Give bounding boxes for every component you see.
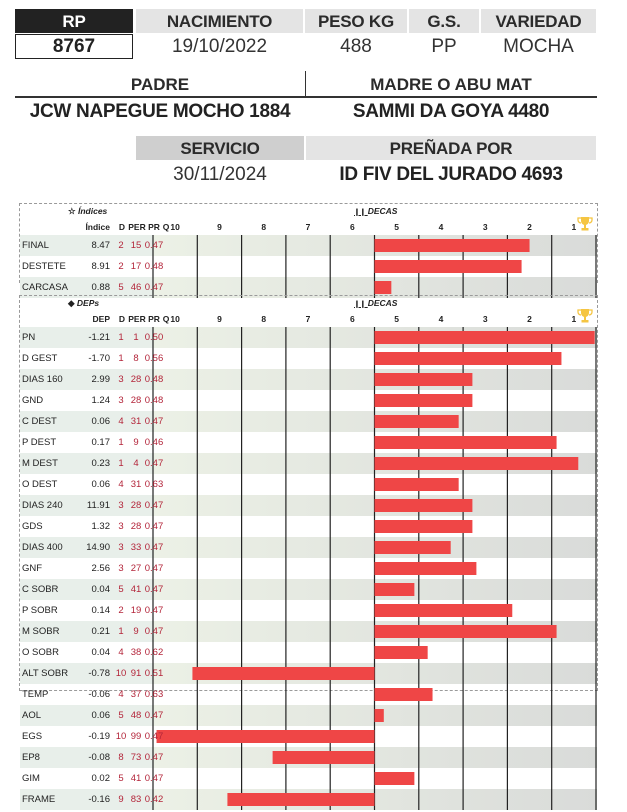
- rp-label: RP: [15, 9, 133, 33]
- servicio-value: 30/11/2024: [173, 164, 267, 185]
- deca-bar: [375, 625, 557, 638]
- table-row: [20, 663, 164, 684]
- decas-tick-label: 6: [349, 314, 355, 324]
- deca-bar: [375, 541, 451, 554]
- row-name: D GEST: [22, 353, 58, 364]
- row-per: 9: [133, 437, 139, 448]
- row-per: 28: [130, 395, 142, 406]
- row-value: 14.90: [86, 542, 110, 553]
- decas-tick-label: 2: [527, 314, 532, 324]
- deca-bar: [273, 751, 375, 764]
- row-d: 5: [118, 773, 124, 784]
- row-d: 3: [118, 374, 124, 385]
- row-name: EP8: [22, 752, 40, 763]
- deca-bar: [375, 772, 415, 785]
- madre-label: MADRE O ABU MAT: [370, 75, 532, 94]
- deca-bar: [375, 499, 473, 512]
- table-row: [20, 789, 164, 810]
- decas-tick-label: 3: [482, 222, 488, 232]
- row-name: AOL: [22, 710, 42, 721]
- row-pr: 0.47: [144, 584, 164, 595]
- row-name: EGS: [22, 731, 43, 742]
- row-value: -0.78: [88, 668, 110, 679]
- row-d: 3: [118, 563, 124, 574]
- peso-value: 488: [340, 36, 372, 57]
- table-row: [20, 516, 164, 537]
- row-value: -0.08: [88, 752, 110, 763]
- row-value: -1.70: [88, 353, 110, 364]
- nacimiento-label: NACIMIENTO: [136, 9, 303, 33]
- table-row: [20, 558, 164, 579]
- row-per: 91: [130, 668, 142, 679]
- deca-bar: [375, 520, 473, 533]
- row-per: 33: [130, 542, 142, 553]
- row-pr: 0.47: [144, 500, 164, 511]
- column-header: D: [118, 314, 126, 324]
- row-name: FINAL: [22, 240, 49, 251]
- servicio-label: SERVICIO: [136, 136, 304, 160]
- row-d: 1: [118, 332, 124, 343]
- row-per: 31: [130, 479, 142, 490]
- row-value: -0.06: [88, 689, 110, 700]
- deca-bar: [375, 604, 513, 617]
- column-header: Q: [162, 222, 170, 232]
- row-name: GND: [22, 395, 44, 406]
- row-per: 28: [130, 374, 142, 385]
- decas-tick-label: 8: [261, 314, 267, 324]
- deca-bar: [375, 331, 595, 344]
- nacimiento-value: 19/10/2022: [171, 36, 268, 57]
- deca-bar: [375, 260, 522, 273]
- deca-bar: [375, 562, 477, 575]
- row-value: 0.06: [91, 416, 110, 427]
- parents-underline: [15, 96, 597, 98]
- row-pr: 0.47: [144, 626, 164, 637]
- row-value: 0.88: [91, 282, 110, 293]
- table-row: [20, 537, 164, 558]
- row-value: 0.06: [91, 479, 110, 490]
- star-icon: ☆: [68, 206, 78, 216]
- row-name: DIAS 240: [22, 500, 63, 511]
- row-name: TEMP: [22, 689, 49, 700]
- row-value: -0.16: [88, 794, 110, 805]
- row-per: 73: [130, 752, 142, 763]
- decas-tick-label: 10: [170, 222, 180, 232]
- column-header: PR: [148, 222, 160, 232]
- row-name: P DEST: [22, 437, 57, 448]
- decas-tick-label: 10: [170, 314, 180, 324]
- table-row: [20, 726, 164, 747]
- deps-panel: [19, 295, 598, 805]
- row-pr: 0.47: [144, 542, 164, 553]
- row-pr: 0.47: [144, 416, 164, 427]
- row-name: M SOBR: [22, 626, 60, 637]
- row-d: 10: [115, 731, 127, 742]
- bar-chart-icon: ❙❙: [354, 209, 368, 216]
- row-name: C SOBR: [22, 584, 59, 595]
- table-row: [20, 390, 164, 411]
- decas-tick-label: 5: [394, 314, 400, 324]
- row-per: 99: [130, 731, 142, 742]
- row-pr: 0.56: [144, 353, 164, 364]
- table-row: [20, 235, 164, 256]
- row-d: 5: [118, 710, 124, 721]
- row-value: 0.14: [91, 605, 110, 616]
- row-pr: 0.47: [144, 605, 164, 616]
- row-pr: 0.42: [144, 794, 164, 805]
- decas-tick-label: 1: [571, 314, 577, 324]
- deca-bar: [375, 478, 459, 491]
- row-value: 0.21: [91, 626, 110, 637]
- decas-tick-label: 9: [217, 222, 222, 232]
- deca-bar: [375, 457, 579, 470]
- row-pr: 0.63: [144, 479, 164, 490]
- row-d: 1: [118, 353, 124, 364]
- bar-chart-icon: ❙❙: [354, 301, 368, 308]
- column-header: DEP: [92, 314, 110, 324]
- row-value: 0.04: [91, 584, 110, 595]
- row-d: 3: [118, 395, 124, 406]
- row-value: 11.91: [86, 500, 110, 511]
- table-row: [20, 768, 164, 789]
- row-pr: 0.46: [144, 437, 164, 448]
- row-per: 4: [133, 458, 139, 469]
- table-row: [20, 747, 164, 768]
- decas-tick-label: 3: [482, 314, 488, 324]
- row-per: 46: [130, 282, 142, 293]
- table-row: [20, 369, 164, 390]
- row-value: 0.04: [91, 647, 110, 658]
- column-header: PR: [148, 314, 160, 324]
- deca-bar: [375, 436, 557, 449]
- row-per: 9: [133, 626, 139, 637]
- row-per: 38: [130, 647, 142, 658]
- gs-label: G.S.: [409, 9, 479, 33]
- row-name: PN: [22, 332, 36, 343]
- row-per: 28: [130, 521, 142, 532]
- table-row: [20, 432, 164, 453]
- row-d: 1: [118, 437, 124, 448]
- row-value: 0.06: [91, 710, 110, 721]
- variedad-label: VARIEDAD: [481, 9, 596, 33]
- row-pr: 0.47: [144, 282, 164, 293]
- table-row: [20, 642, 164, 663]
- row-d: 1: [118, 458, 124, 469]
- madre-value: SAMMI DA GOYA 4480: [352, 101, 550, 122]
- row-per: 15: [130, 240, 142, 251]
- row-per: 17: [130, 261, 142, 272]
- row-per: 41: [130, 773, 142, 784]
- prenada-label: PREÑADA POR: [306, 136, 596, 160]
- row-name: FRAME: [22, 794, 56, 805]
- row-pr: 0.47: [144, 563, 164, 574]
- row-pr: 0.47: [144, 752, 164, 763]
- decas-tick-label: 9: [217, 314, 222, 324]
- row-name: GDS: [22, 521, 43, 532]
- row-d: 3: [118, 521, 124, 532]
- row-name: P SOBR: [22, 605, 58, 616]
- row-value: -0.19: [88, 731, 110, 742]
- row-per: 1: [133, 332, 139, 343]
- row-name: M DEST: [22, 458, 58, 469]
- row-d: 4: [118, 479, 124, 490]
- deca-bar: [375, 373, 473, 386]
- table-row: [20, 705, 164, 726]
- row-pr: 0.48: [144, 374, 164, 385]
- row-value: 0.23: [91, 458, 110, 469]
- row-value: 2.99: [91, 374, 110, 385]
- row-per: 27: [130, 563, 142, 574]
- row-per: 48: [130, 710, 142, 721]
- row-name: ALT SOBR: [22, 668, 69, 679]
- deca-bar: [375, 583, 415, 596]
- row-name: DESTETE: [22, 261, 66, 272]
- table-row: [20, 579, 164, 600]
- decas-tick-label: 1: [571, 222, 577, 232]
- row-pr: 0.63: [144, 689, 164, 700]
- table-row: [20, 621, 164, 642]
- padre-label: PADRE: [130, 75, 190, 94]
- row-pr: 0.50: [144, 332, 164, 343]
- row-per: 19: [130, 605, 142, 616]
- row-value: 1.32: [91, 521, 110, 532]
- table-row: [20, 411, 164, 432]
- row-d: 2: [118, 261, 124, 272]
- variedad-value: MOCHA: [503, 36, 574, 57]
- row-d: 10: [115, 668, 127, 679]
- column-header: PER: [128, 314, 146, 324]
- row-value: 8.91: [91, 261, 110, 272]
- row-per: 83: [130, 794, 142, 805]
- deca-bar: [375, 239, 530, 252]
- decas-tick-label: 5: [394, 222, 400, 232]
- row-value: 2.56: [91, 563, 110, 574]
- row-d: 2: [118, 605, 124, 616]
- row-d: 3: [118, 500, 124, 511]
- deca-bar: [375, 688, 433, 701]
- deca-bar: [375, 415, 459, 428]
- row-name: DIAS 400: [22, 542, 63, 553]
- row-per: 28: [130, 500, 142, 511]
- row-value: -1.21: [88, 332, 110, 343]
- row-pr: 0.47: [144, 521, 164, 532]
- indices-panel: [19, 203, 598, 293]
- row-pr: 0.47: [144, 710, 164, 721]
- row-d: 9: [118, 794, 124, 805]
- decas-tick-label: 7: [305, 222, 311, 232]
- tag-icon: ◆: [68, 298, 77, 308]
- decas-tick-label: 6: [349, 222, 355, 232]
- row-d: 2: [118, 240, 124, 251]
- row-value: 0.02: [91, 773, 110, 784]
- table-row: [20, 600, 164, 621]
- row-name: GNF: [22, 563, 43, 574]
- row-pr: 0.47: [144, 458, 164, 469]
- deca-bar: [375, 709, 384, 722]
- row-per: 41: [130, 584, 142, 595]
- table-row: [20, 327, 164, 348]
- row-pr: 0.48: [144, 261, 164, 272]
- row-pr: 0.48: [144, 395, 164, 406]
- column-header: D: [118, 222, 126, 232]
- row-name: O DEST: [22, 479, 58, 490]
- row-pr: 0.47: [144, 240, 164, 251]
- column-header: Índice: [85, 222, 110, 232]
- row-d: 4: [118, 416, 124, 427]
- deca-bar: [192, 667, 374, 680]
- row-value: 8.47: [91, 240, 110, 251]
- table-row: [20, 684, 164, 705]
- row-d: 1: [118, 626, 124, 637]
- decas-tick-label: 8: [261, 222, 267, 232]
- decas-title-text: DECAS: [367, 206, 398, 216]
- prenada-value: ID FIV DEL JURADO 4693: [339, 164, 563, 185]
- row-pr: 0.51: [144, 668, 164, 679]
- chart-title-text: Índices: [77, 206, 108, 216]
- row-name: O SOBR: [22, 647, 59, 658]
- row-d: 4: [118, 689, 124, 700]
- row-name: C DEST: [22, 416, 57, 427]
- decas-tick-label: 7: [305, 314, 311, 324]
- chart-title-text: DEPs: [76, 298, 100, 308]
- deca-bar: [157, 730, 375, 743]
- row-per: 8: [133, 353, 139, 364]
- deca-bar: [375, 394, 473, 407]
- row-name: CARCASA: [22, 282, 68, 293]
- row-pr: 0.47: [144, 731, 164, 742]
- row-d: 8: [118, 752, 124, 763]
- row-value: 0.17: [91, 437, 110, 448]
- column-header: Q: [162, 314, 170, 324]
- deca-bar: [375, 352, 562, 365]
- row-pr: 0.47: [144, 773, 164, 784]
- padre-value: JCW NAPEGUE MOCHO 1884: [29, 101, 291, 122]
- row-d: 3: [118, 542, 124, 553]
- column-header: PER: [128, 222, 146, 232]
- gs-value: PP: [431, 36, 457, 57]
- decas-tick-label: 2: [527, 222, 532, 232]
- deca-bar: [375, 646, 428, 659]
- table-row: [20, 348, 164, 369]
- row-pr: 0.62: [144, 647, 164, 658]
- row-value: 1.24: [91, 395, 110, 406]
- row-d: 4: [118, 647, 124, 658]
- table-row: [20, 474, 164, 495]
- row-name: GIM: [22, 773, 40, 784]
- deca-bar: [227, 793, 374, 806]
- rp-value: 8767: [15, 34, 133, 59]
- table-row: [20, 495, 164, 516]
- peso-label: PESO KG: [305, 9, 407, 33]
- row-per: 37: [130, 689, 142, 700]
- row-d: 5: [118, 584, 124, 595]
- decas-tick-label: 4: [438, 222, 444, 232]
- decas-tick-label: 4: [438, 314, 444, 324]
- row-name: DIAS 160: [22, 374, 63, 385]
- row-d: 5: [118, 282, 124, 293]
- deca-bar: [375, 281, 392, 294]
- decas-title-text: DECAS: [367, 298, 398, 308]
- row-per: 31: [130, 416, 142, 427]
- table-row: [20, 256, 164, 277]
- table-row: [20, 453, 164, 474]
